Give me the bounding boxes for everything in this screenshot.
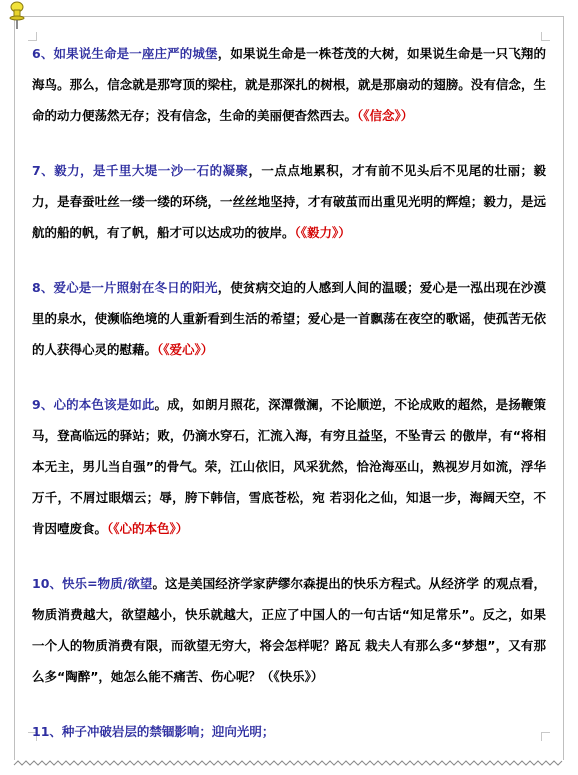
- torn-edge: [0, 753, 578, 775]
- paragraph-11: [32, 716, 546, 747]
- paragraph-lead: 7、毅力，是千里大堤一沙一石的凝聚: [32, 163, 249, 178]
- paragraph-10: [32, 568, 546, 692]
- paragraph-source: （《心的本色》）: [107, 521, 189, 536]
- paragraph-6: [32, 38, 546, 131]
- paragraph-text: 。这是美国经济学家萨缪尔森提出的快乐方程式。从经济学 的观点看，物质消费越大，欲望越小，快乐就越大，正应了中国人的一句古话“知足常乐”。反之，如果一个人的物质消费有限，而欲望无穷大，将会怎样呢？路瓦 栽夫人有那么多“梦想”，又有那么多“陶醉”，她怎么能不痛苦、伤心呢？（《快乐》）: [32, 576, 547, 684]
- paragraph-lead: 8、爱心是一片照射在冬日的阳光: [32, 280, 218, 295]
- paragraph-text: ，一点点地累积，才有前不见头后不见尾的壮丽；毅力，是春蚕吐丝一缕一缕的环绕，一丝丝地坚持，才有破茧而出重见光明的辉煌；毅力，是远航的船的帆，有了帆，船才可以达成功的彼岸。: [32, 163, 546, 240]
- paragraph-7: [32, 155, 546, 248]
- paragraph-lead: 11、种子冲破岩层的禁锢影响；迎向光明；: [32, 724, 275, 739]
- paragraph-text: 。成，如朗月照花，深潭微澜，不论顺逆，不论成败的超然，是扬鞭策马，登高临远的驿站；败，仍滴水穿石，汇流入海，有穷且益坚，不坠青云 的傲岸，有“将相本无主，男儿当自强”的骨气。荣，江山依旧，风采犹然，恰沧海巫山，熟视岁月如流，浮华万千，不屑过眼烟云；辱，胯下韩信，雪底苍松，宛 若羽化之仙，知退一步，海阔天空，不肯因噎废食。: [32, 397, 546, 536]
- article-body: [32, 38, 546, 747]
- paragraph-8: [32, 272, 546, 365]
- paragraph-source: （《信念》）: [357, 108, 414, 123]
- paragraph-source: （《爱心》）: [157, 342, 214, 357]
- paragraph-9: [32, 389, 546, 544]
- paragraph-source: （《毅力》）: [294, 225, 351, 240]
- paragraph-lead: 6、如果说生命是一座庄严的城堡: [32, 46, 218, 61]
- paragraph-text: ，如果说生命是一株苍茂的大树，如果说生命是一只飞翔的海鸟。那么，信念就是那穹顶的梁柱，就是那深扎的树根，就是那扇动的翅膀。没有信念，生命的动力便荡然无存；没有信念，生命的美丽便杳然西去。: [32, 46, 546, 123]
- pushpin-icon: [6, 0, 28, 30]
- paragraph-lead: 10、快乐=物质/欲望: [32, 576, 153, 591]
- paragraph-lead: 9、心的本色该是如此: [32, 397, 155, 412]
- paragraph-text: ，使贫病交迫的人感到人间的温暖；爱心是一泓出现在沙漠里的泉水，使濒临绝境的人重新看到生活的希望；爱心是一首飘荡在夜空的歌谣，使孤苦无依的人获得心灵的慰藉。: [32, 280, 546, 357]
